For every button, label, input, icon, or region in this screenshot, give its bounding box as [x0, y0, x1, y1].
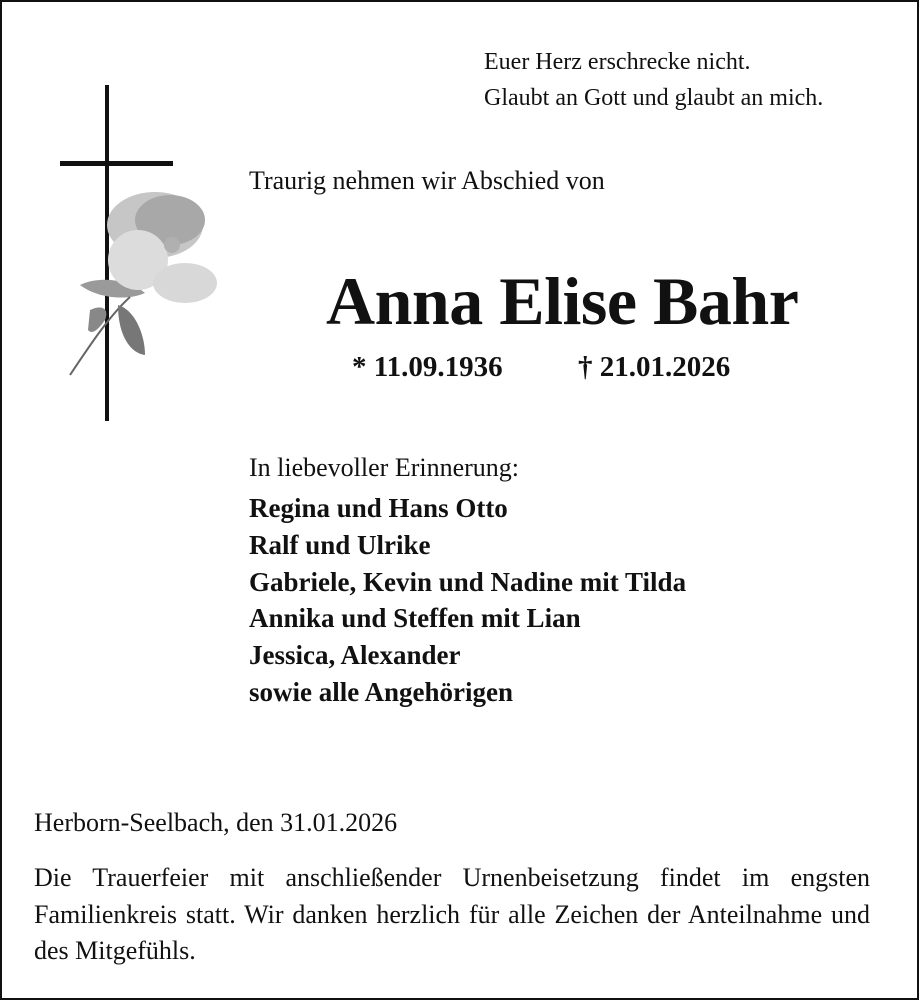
- quote-line: Euer Herz erschrecke nicht.: [484, 49, 751, 75]
- mourners-list: [249, 490, 686, 711]
- place-and-date: Herborn-Seelbach, den 31.01.2026: [34, 808, 398, 837]
- mourner-line: sowie alle Angehörigen: [249, 676, 513, 707]
- memory-heading: In liebevoller Erinnerung:: [249, 453, 520, 482]
- mourner-line: Gabriele, Kevin und Nadine mit Tilda: [249, 566, 687, 597]
- birth-date: * 11.09.1936: [352, 351, 503, 383]
- deceased-name: Anna Elise Bahr: [326, 263, 799, 339]
- bible-quote: [484, 44, 823, 116]
- mourner-line: Ralf und Ulrike: [249, 529, 431, 560]
- funeral-notice: Die Trauerfeier mit anschließender Urnenbeisetzung findet im engsten Familienkreis statt. Wir danken herzlich für alle Zeichen der Anteilnahme und des Mitgefühls.: [34, 863, 870, 965]
- death-date: † 21.01.2026: [578, 351, 731, 383]
- mourner-line: Annika und Steffen mit Lian: [249, 603, 581, 634]
- intro-text: Traurig nehmen wir Abschied von: [249, 166, 605, 195]
- cross-with-rose-icon: [60, 85, 230, 425]
- quote-line: Glaubt an Gott und glaubt an mich.: [484, 85, 824, 111]
- mourner-line: Regina und Hans Otto: [249, 493, 508, 523]
- mourner-line: Jessica, Alexander: [249, 640, 461, 671]
